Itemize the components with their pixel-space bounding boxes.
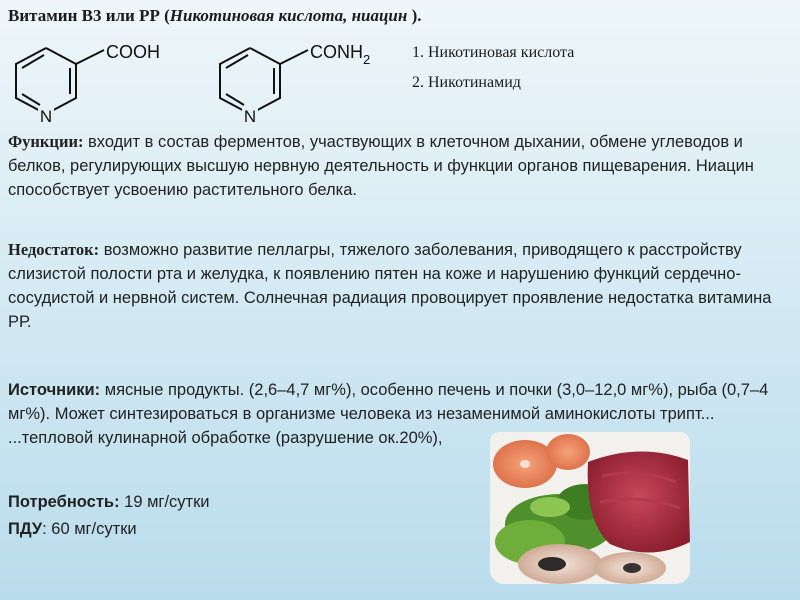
- ring-nitrogen-label: N: [39, 107, 53, 126]
- amide-group-text: CONH: [310, 42, 363, 62]
- legend-item-1: 1. Никотиновая кислота: [412, 44, 575, 61]
- sources-text: мясные продукты. (2,6–4,7 мг%), особенно печень и почки (3,0–12,0 мг%), рыба (0,7–4 мг%). Может синтезироваться в организме человека из незаменимой аминокислоты трипт... ...тепловой кулинарной обработке (разрушение ок.20%),: [8, 381, 769, 447]
- functions-text: входит в состав ферментов, участвующих в клеточном дыхании, обмене углеводов и белков, регулирующих высшую нервную деятельность и функции органов пищеварения. Ниацин способствует усвоению растительного белка.: [8, 133, 754, 199]
- requirement-label: Потребность:: [8, 493, 120, 511]
- title-main: Витамин В3 или РР (: [8, 6, 170, 25]
- deficiency-text: возможно развитие пеллагры, тяжелого заболевания, приводящего к расстройству слизистой полости рта и желудка, к появлению пятен на коже и нарушению функций сердечно-сосудистой и нервной систем. Солнечная радиация провоцирует проявление недостатка витамина РР.: [8, 241, 772, 331]
- nicotinic-acid-structure: [4, 36, 204, 126]
- amide-subscript: 2: [363, 52, 371, 67]
- functions-label: Функции:: [8, 132, 84, 151]
- nicotinamide-structure: [208, 36, 408, 126]
- food-photo: [490, 432, 690, 584]
- compound-legend: [412, 38, 574, 98]
- sources-label: Источники:: [8, 381, 101, 399]
- functions-paragraph: [8, 130, 788, 202]
- cooh-group-label: COOH: [106, 42, 160, 62]
- legend-item-2: 2. Никотинамид: [412, 74, 521, 91]
- deficiency-label: Недостаток:: [8, 240, 100, 259]
- title-italic: Никотиновая кислота, ниацин: [169, 6, 408, 25]
- upper-limit-text: : 60 мг/сутки: [42, 520, 137, 538]
- requirement-text: 19 мг/сутки: [119, 493, 210, 511]
- ring-nitrogen-label: N: [243, 107, 257, 126]
- slide-title: [8, 6, 422, 26]
- upper-limit-label: ПДУ: [8, 520, 43, 538]
- title-end: ).: [407, 6, 422, 25]
- conh2-group-label: [310, 42, 370, 67]
- deficiency-paragraph: [8, 238, 788, 334]
